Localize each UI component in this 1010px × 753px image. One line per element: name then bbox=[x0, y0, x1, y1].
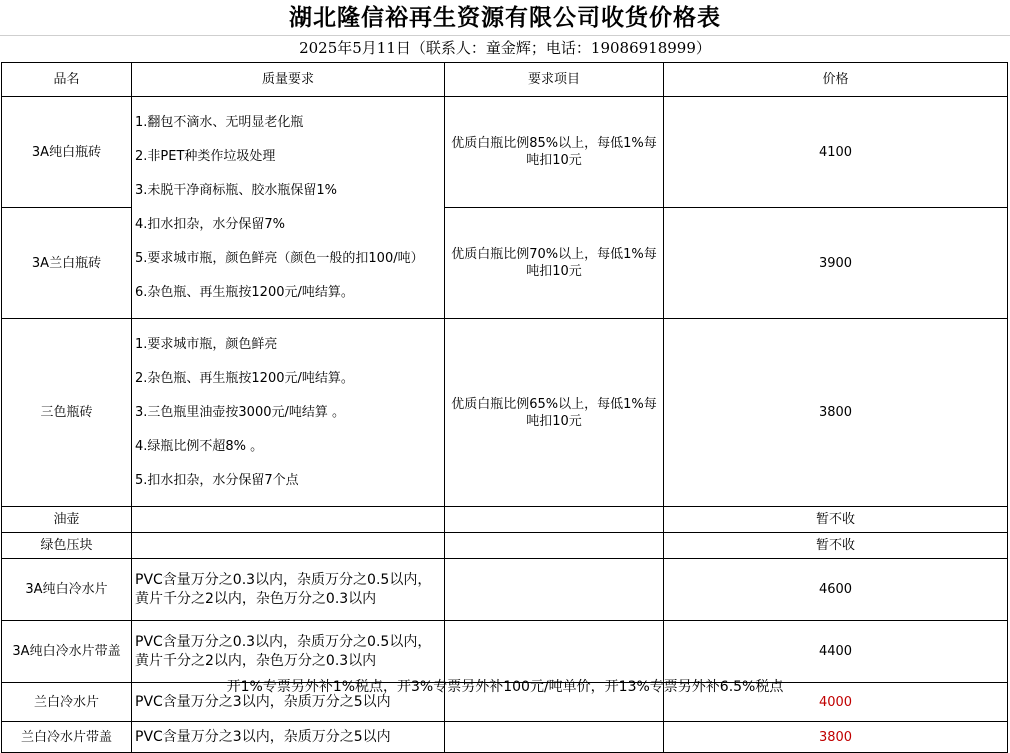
product-name-cell[interactable]: 三色瓶砖 bbox=[2, 319, 132, 507]
quality-requirement-cell[interactable]: PVC含量万分之0.3以内，杂质万分之0.5以内，黄片千分之2以内，杂色万分之0.3以内 bbox=[132, 621, 445, 683]
price-cell[interactable]: 4400 bbox=[664, 621, 1008, 683]
quality-line: 4.绿瓶比例不超8% 。 bbox=[135, 439, 264, 454]
quality-requirement-cell[interactable] bbox=[132, 97, 445, 319]
product-name-cell[interactable]: 油壶 bbox=[2, 507, 132, 533]
product-name-cell[interactable]: 3A纯白冷水片带盖 bbox=[2, 621, 132, 683]
quality-line: 1.翻包不滴水、无明显老化瓶 bbox=[135, 115, 304, 130]
quality-line: 4.扣水扣杂，水分保留7% bbox=[135, 217, 286, 232]
price-cell[interactable]: 3800 bbox=[664, 319, 1008, 507]
sheet-subtitle: 2025年5月11日（联系人：童金辉；电话：19086918999） bbox=[299, 39, 711, 57]
quality-line: 1.要求城市瓶，颜色鲜亮 bbox=[135, 337, 278, 352]
tax-note: 开1%专票另外补1%税点，开3%专票另外补100元/吨单价，开13%专票另外补6.5%税点 bbox=[226, 679, 784, 695]
product-name-cell[interactable]: 兰白冷水片 bbox=[2, 683, 132, 722]
requirement-cell[interactable]: 优质白瓶比例70%以上，每低1%每吨扣10元 bbox=[445, 208, 664, 319]
column-header[interactable]: 要求项目 bbox=[445, 63, 664, 97]
quality-line: 2.非PET种类作垃圾处理 bbox=[135, 149, 276, 164]
table-row bbox=[2, 559, 1008, 621]
column-header[interactable]: 品名 bbox=[2, 63, 132, 97]
price-cell[interactable]: 4100 bbox=[664, 97, 1008, 208]
quality-line: 6.杂色瓶、再生瓶按1200元/吨结算。 bbox=[135, 285, 354, 300]
table-row bbox=[2, 507, 1008, 533]
requirement-cell[interactable]: 优质白瓶比例65%以上，每低1%每吨扣10元 bbox=[445, 319, 664, 507]
empty-cell[interactable] bbox=[445, 533, 664, 559]
sheet-title: 湖北隆信裕再生资源有限公司收货价格表 bbox=[289, 4, 721, 31]
quality-line: 3.未脱干净商标瓶、胶水瓶保留1% bbox=[135, 183, 338, 198]
column-header[interactable]: 质量要求 bbox=[132, 63, 445, 97]
product-name-cell[interactable]: 3A兰白瓶砖 bbox=[2, 208, 132, 319]
product-name-cell[interactable]: 3A纯白瓶砖 bbox=[2, 97, 132, 208]
quality-requirement-cell[interactable] bbox=[132, 319, 445, 507]
quality-requirement-cell[interactable]: PVC含量万分之3以内，杂质万分之5以内 bbox=[132, 722, 445, 753]
empty-cell[interactable] bbox=[445, 559, 664, 621]
price-table bbox=[1, 62, 1008, 753]
quality-line: 5.要求城市瓶，颜色鲜亮（颜色一般的扣100/吨） bbox=[135, 251, 424, 266]
table-row bbox=[2, 722, 1008, 753]
quality-line: 5.扣水扣杂，水分保留7个点 bbox=[135, 473, 299, 488]
requirement-cell[interactable]: 优质白瓶比例85%以上，每低1%每吨扣10元 bbox=[445, 97, 664, 208]
price-cell[interactable]: 暂不收 bbox=[664, 507, 1008, 533]
quality-line: 3.三色瓶里油壶按3000元/吨结算 。 bbox=[135, 405, 345, 420]
quality-requirement-cell[interactable]: PVC含量万分之0.3以内，杂质万分之0.5以内，黄片千分之2以内，杂色万分之0.3以内 bbox=[132, 559, 445, 621]
empty-cell[interactable] bbox=[132, 507, 445, 533]
price-cell[interactable]: 4000 bbox=[664, 683, 1008, 722]
quality-requirement-cell[interactable]: PVC含量万分之3以内，杂质万分之5以内 bbox=[132, 683, 445, 722]
empty-cell[interactable] bbox=[445, 722, 664, 753]
product-name-cell[interactable]: 3A纯白冷水片 bbox=[2, 559, 132, 621]
price-cell[interactable]: 4600 bbox=[664, 559, 1008, 621]
table-row bbox=[2, 319, 1008, 507]
price-cell[interactable]: 暂不收 bbox=[664, 533, 1008, 559]
product-name-cell[interactable]: 绿色压块 bbox=[2, 533, 132, 559]
empty-cell[interactable] bbox=[132, 533, 445, 559]
price-cell[interactable]: 3800 bbox=[664, 722, 1008, 753]
product-name-cell[interactable]: 兰白冷水片带盖 bbox=[2, 722, 132, 753]
header-row bbox=[2, 63, 1008, 97]
quality-line: 2.杂色瓶、再生瓶按1200元/吨结算。 bbox=[135, 371, 354, 386]
table-row bbox=[2, 97, 1008, 208]
table-row bbox=[2, 533, 1008, 559]
price-cell[interactable]: 3900 bbox=[664, 208, 1008, 319]
empty-cell[interactable] bbox=[445, 507, 664, 533]
column-header[interactable]: 价格 bbox=[664, 63, 1008, 97]
